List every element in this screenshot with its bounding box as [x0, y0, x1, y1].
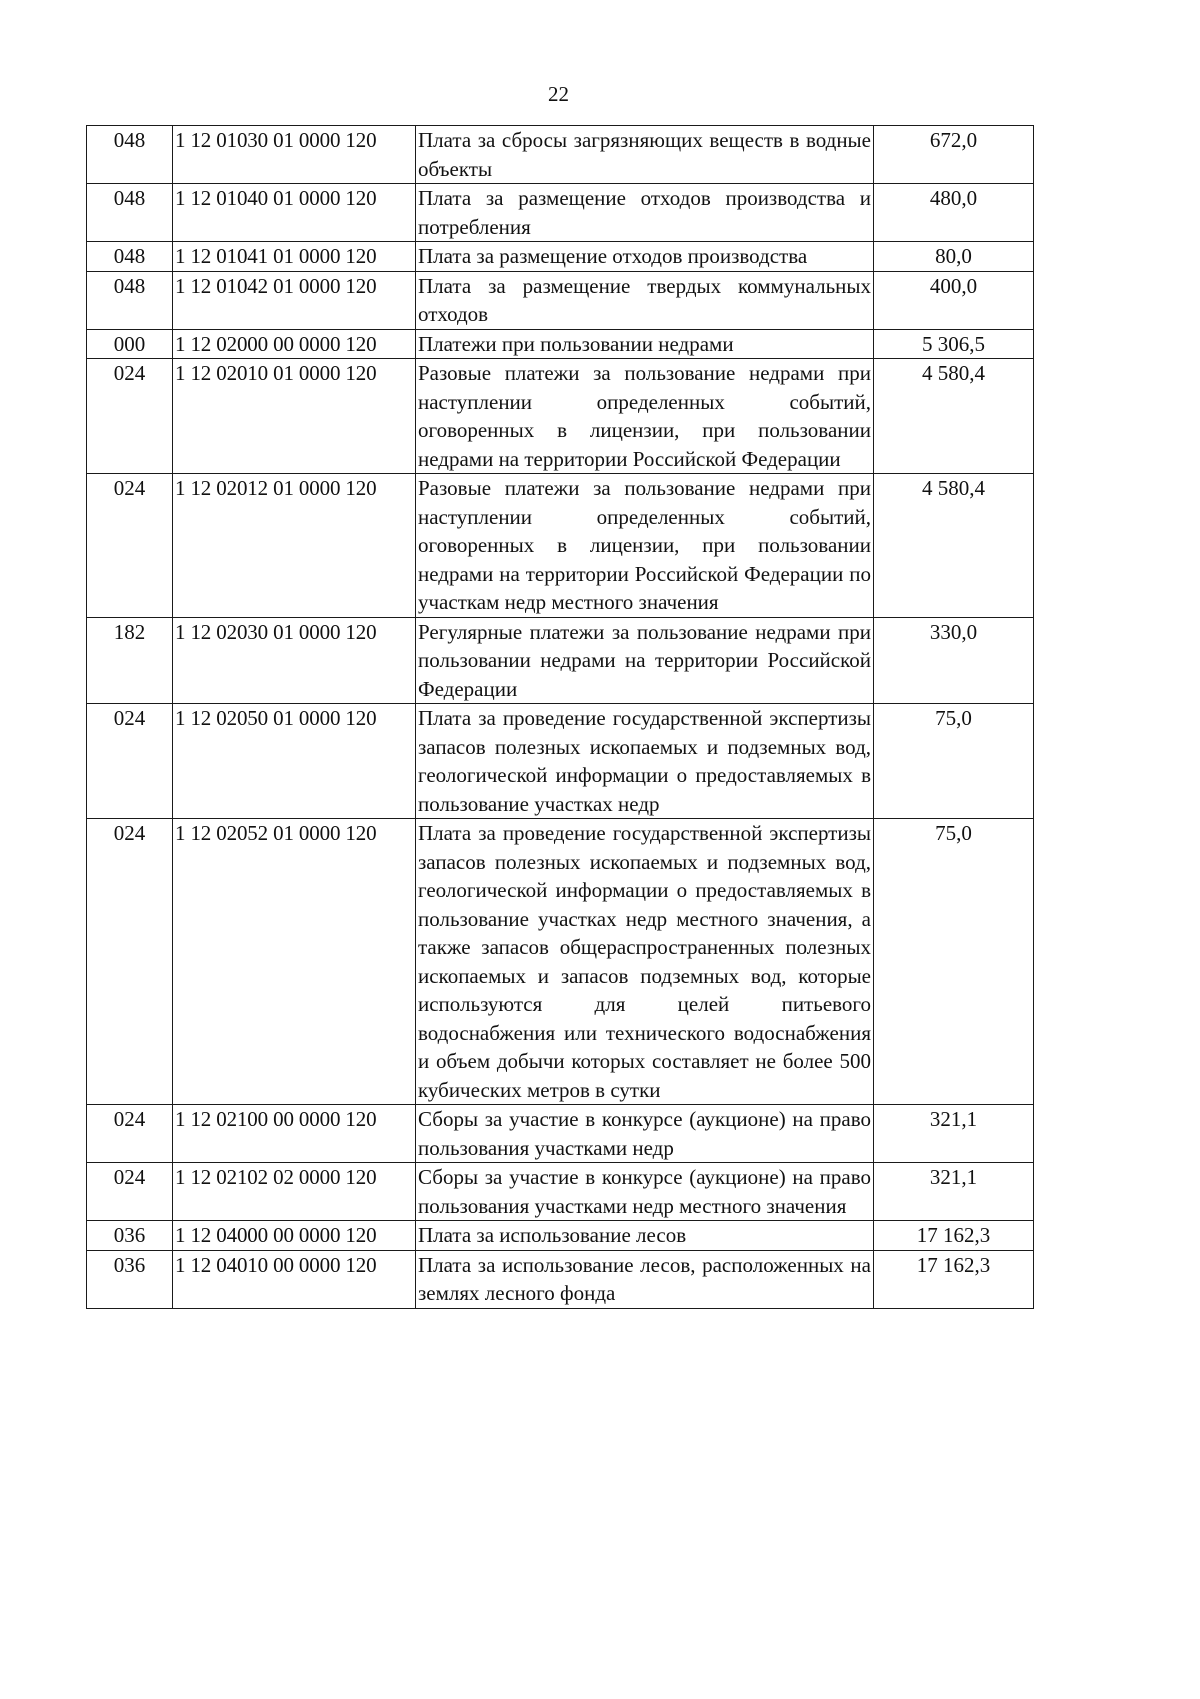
- budget-classification-code-cell: 1 12 04010 00 0000 120: [173, 1250, 416, 1308]
- amount-cell: 4 580,4: [874, 474, 1034, 618]
- revenue-name-cell: Плата за проведение государственной экспертизы запасов полезных ископаемых и подземных вод, геологической информации о предоставляемых в пользование участках недр: [416, 704, 874, 819]
- amount-cell: 321,1: [874, 1105, 1034, 1163]
- amount-cell: 480,0: [874, 184, 1034, 242]
- amount-cell: 5 306,5: [874, 329, 1034, 359]
- budget-classification-code-cell: 1 12 02102 02 0000 120: [173, 1163, 416, 1221]
- admin-code-cell: 036: [87, 1221, 173, 1251]
- revenue-name-cell: Плата за проведение государственной экспертизы запасов полезных ископаемых и подземных вод, геологической информации о предоставляемых в пользование участках недр местного значения, а также запасов общераспространенных полезных ископаемых и запасов подземных вод, которые используются для целей питьевого водоснабжения или технического водоснабжения и объем добычи которых составляет не более 500 кубических метров в сутки: [416, 819, 874, 1105]
- table-row: [87, 1221, 1034, 1251]
- budget-revenue-table: [86, 125, 1034, 1309]
- table-row: [87, 359, 1034, 474]
- amount-cell: 330,0: [874, 617, 1034, 704]
- budget-classification-code-cell: 1 12 02012 01 0000 120: [173, 474, 416, 618]
- revenue-name-cell: Разовые платежи за пользование недрами при наступлении определенных событий, оговоренных в лицензии, при пользовании недрами на территории Российской Федерации по участкам недр местного значения: [416, 474, 874, 618]
- table-row: [87, 1163, 1034, 1221]
- revenue-name-cell: Сборы за участие в конкурсе (аукционе) на право пользования участками недр: [416, 1105, 874, 1163]
- admin-code-cell: 048: [87, 184, 173, 242]
- budget-classification-code-cell: 1 12 01030 01 0000 120: [173, 126, 416, 184]
- revenue-name-cell: Регулярные платежи за пользование недрами при пользовании недрами на территории Российской Федерации: [416, 617, 874, 704]
- budget-classification-code-cell: 1 12 02050 01 0000 120: [173, 704, 416, 819]
- revenue-name-cell: Плата за размещение твердых коммунальных отходов: [416, 271, 874, 329]
- table-row: [87, 242, 1034, 272]
- admin-code-cell: 036: [87, 1250, 173, 1308]
- amount-cell: 75,0: [874, 819, 1034, 1105]
- budget-classification-code-cell: 1 12 01041 01 0000 120: [173, 242, 416, 272]
- admin-code-cell: 024: [87, 359, 173, 474]
- budget-classification-code-cell: 1 12 02100 00 0000 120: [173, 1105, 416, 1163]
- budget-classification-code-cell: 1 12 02052 01 0000 120: [173, 819, 416, 1105]
- revenue-name-cell: Платежи при пользовании недрами: [416, 329, 874, 359]
- budget-classification-code-cell: 1 12 01042 01 0000 120: [173, 271, 416, 329]
- table-row: [87, 819, 1034, 1105]
- table-row: [87, 704, 1034, 819]
- amount-cell: 321,1: [874, 1163, 1034, 1221]
- budget-classification-code-cell: 1 12 01040 01 0000 120: [173, 184, 416, 242]
- table-row: [87, 1105, 1034, 1163]
- revenue-name-cell: Разовые платежи за пользование недрами при наступлении определенных событий, оговоренных в лицензии, при пользовании недрами на территории Российской Федерации: [416, 359, 874, 474]
- admin-code-cell: 182: [87, 617, 173, 704]
- admin-code-cell: 024: [87, 819, 173, 1105]
- table-row: [87, 126, 1034, 184]
- amount-cell: 75,0: [874, 704, 1034, 819]
- table-row: [87, 617, 1034, 704]
- budget-classification-code-cell: 1 12 02010 01 0000 120: [173, 359, 416, 474]
- table-body: [87, 126, 1034, 1309]
- table-row: [87, 329, 1034, 359]
- revenue-name-cell: Сборы за участие в конкурсе (аукционе) на право пользования участками недр местного значения: [416, 1163, 874, 1221]
- admin-code-cell: 048: [87, 126, 173, 184]
- table-row: [87, 271, 1034, 329]
- budget-classification-code-cell: 1 12 04000 00 0000 120: [173, 1221, 416, 1251]
- amount-cell: 17 162,3: [874, 1221, 1034, 1251]
- admin-code-cell: 024: [87, 704, 173, 819]
- amount-cell: 672,0: [874, 126, 1034, 184]
- amount-cell: 400,0: [874, 271, 1034, 329]
- admin-code-cell: 024: [87, 1163, 173, 1221]
- admin-code-cell: 024: [87, 1105, 173, 1163]
- table-row: [87, 1250, 1034, 1308]
- amount-cell: 4 580,4: [874, 359, 1034, 474]
- amount-cell: 17 162,3: [874, 1250, 1034, 1308]
- table-row: [87, 184, 1034, 242]
- admin-code-cell: 048: [87, 242, 173, 272]
- budget-classification-code-cell: 1 12 02000 00 0000 120: [173, 329, 416, 359]
- revenue-name-cell: Плата за размещение отходов производства и потребления: [416, 184, 874, 242]
- amount-cell: 80,0: [874, 242, 1034, 272]
- page-number: 22: [548, 82, 569, 106]
- table-row: [87, 474, 1034, 618]
- admin-code-cell: 048: [87, 271, 173, 329]
- admin-code-cell: 000: [87, 329, 173, 359]
- revenue-name-cell: Плата за использование лесов: [416, 1221, 874, 1251]
- budget-classification-code-cell: 1 12 02030 01 0000 120: [173, 617, 416, 704]
- admin-code-cell: 024: [87, 474, 173, 618]
- revenue-name-cell: Плата за использование лесов, расположенных на землях лесного фонда: [416, 1250, 874, 1308]
- revenue-name-cell: Плата за сбросы загрязняющих веществ в водные объекты: [416, 126, 874, 184]
- revenue-name-cell: Плата за размещение отходов производства: [416, 242, 874, 272]
